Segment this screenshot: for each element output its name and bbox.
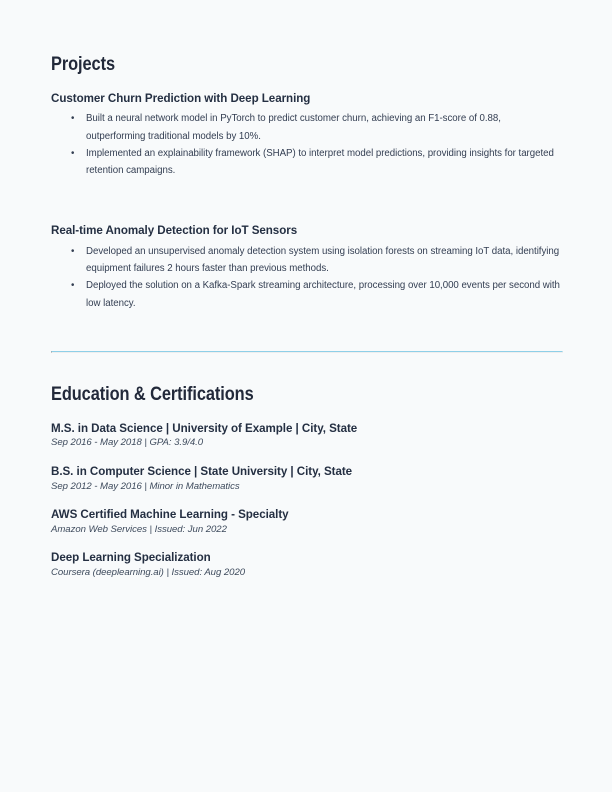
education-entry xyxy=(51,421,561,450)
project-entry xyxy=(51,223,561,311)
projects-section xyxy=(51,38,561,312)
certification-entry xyxy=(51,507,561,536)
certification-entry-title: Deep Learning Specialization xyxy=(51,551,211,564)
certification-entry xyxy=(51,550,561,579)
education-entry-title: B.S. in Computer Science | State University | City, State xyxy=(51,464,353,478)
list-item xyxy=(51,243,561,277)
list-item-text: Implemented an explainability framework (SHAP) to interpret model predictions, providing insights for targeted retention campaigns. xyxy=(86,147,554,177)
certification-entry-subtitle: Coursera (deeplearning.ai) | Issued: Aug 2020 xyxy=(51,566,246,578)
section-heading-education: Education & Certifications xyxy=(51,383,254,406)
project-title: Customer Churn Prediction with Deep Learning xyxy=(51,91,311,105)
bullet-icon: • xyxy=(71,245,75,257)
project-bullet-list xyxy=(51,110,561,179)
education-section xyxy=(51,368,561,579)
project-title: Real-time Anomaly Detection for IoT Sensors xyxy=(51,224,298,238)
education-entry xyxy=(51,464,561,493)
list-item xyxy=(51,277,561,311)
project-entry xyxy=(51,91,561,179)
project-bullet-list xyxy=(51,243,561,312)
list-item xyxy=(51,145,561,179)
certification-entry-title: AWS Certified Machine Learning - Specialty xyxy=(51,507,289,521)
list-item-text: Developed an unsupervised anomaly detection system using isolation forests on streaming IoT data, identifying equipment failures 2 hours faster than previous methods. xyxy=(86,245,560,275)
section-divider xyxy=(51,351,563,353)
list-item-text: Built a neural network model in PyTorch to predict customer churn, achieving an F1-score of 0.88, outperforming traditional models by 10%. xyxy=(86,113,501,142)
list-item-text: Deployed the solution on a Kafka-Spark streaming architecture, processing over 10,000 events per second with low latency. xyxy=(86,280,560,309)
bullet-icon: • xyxy=(71,280,75,292)
list-item xyxy=(51,110,561,144)
certification-entry-subtitle: Amazon Web Services | Issued: Jun 2022 xyxy=(51,523,227,535)
section-heading-projects: Projects xyxy=(51,53,115,76)
education-entry-title: M.S. in Data Science | University of Example | City, State xyxy=(51,421,358,435)
bullet-icon: • xyxy=(71,147,75,159)
education-entry-subtitle: Sep 2012 - May 2016 | Minor in Mathematics xyxy=(51,480,240,492)
education-entry-subtitle: Sep 2016 - May 2018 | GPA: 3.9/4.0 xyxy=(51,437,204,449)
bullet-icon: • xyxy=(71,113,75,125)
